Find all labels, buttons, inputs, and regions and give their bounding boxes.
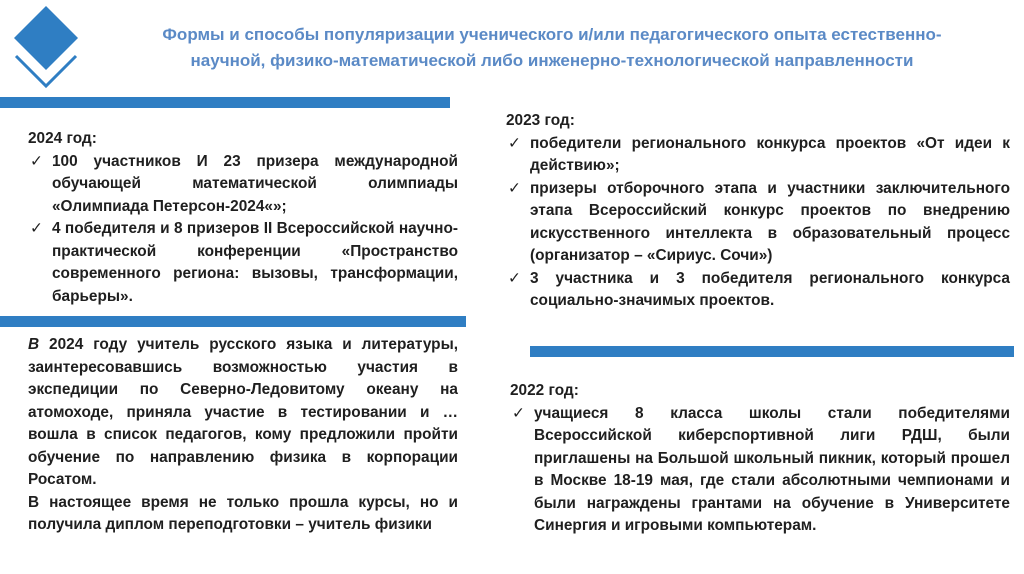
year-heading-2022: 2022 год:: [510, 382, 579, 399]
block-2024: [28, 128, 458, 308]
year-heading-2023: 2023 год:: [506, 112, 575, 129]
checkmark-icon: ✓: [508, 179, 521, 197]
divider-bar-left-mid: [0, 316, 466, 327]
list-item-text: 4 победителя и 8 призеров II Всероссийской научно-практической конференции «Пространство современного региона: вызовы, трансформации, барьеры».: [52, 220, 458, 305]
teacher-paragraph-1: В 2024 году учитель русского языка и литературы, заинтересовавшись возможностью участия в экспедиции по Северно-Ледовитому океану на атомоходе, приняла участие в тестировании и … вошла в список педагогов, кому предложили пройти обучение по направлению физика в корпорации Росатом.: [28, 336, 458, 488]
list-item: [28, 151, 458, 219]
block-2022: [510, 380, 1010, 538]
list-item: [28, 218, 458, 308]
list-item-text: победители регионального конкурса проектов «От идеи к действию»;: [530, 134, 1010, 174]
list-item-text: 100 участников И 23 призера международной обучающей математической олимпиады «Олимпиада Петерсон-2024«»;: [52, 152, 458, 215]
list-item: [506, 133, 1010, 178]
list-item: [506, 178, 1010, 268]
list-item: [506, 268, 1010, 313]
list-2023: [506, 133, 1010, 313]
year-heading-2024: 2024 год:: [28, 130, 97, 147]
block-teacher: [28, 334, 458, 537]
checkmark-icon: ✓: [508, 269, 521, 287]
divider-bar-left-top: [0, 97, 450, 108]
list-item: [510, 403, 1010, 538]
title-line-1: Формы и способы популяризации ученического и/или педагогического опыта естественно-: [162, 25, 942, 44]
teacher-paragraph-2: В настоящее время не только прошла курсы, но и получила диплом переподготовки – учитель физики: [28, 493, 458, 533]
checkmark-icon: ✓: [30, 220, 43, 237]
divider-bar-right-mid: [530, 346, 1014, 357]
list-item-text: 3 участника и 3 победителя регионального конкурса социально-значимых проектов.: [530, 269, 1010, 309]
checkmark-icon: ✓: [512, 404, 525, 422]
list-item-text: призеры отборочного этапа и участники заключительного этапа Всероссийский конкурс проектов по внедрению искусственного интеллекта в образовательный процесс (организатор – «Сириус. Сочи»): [530, 179, 1010, 264]
checkmark-icon: ✓: [30, 152, 43, 170]
diamond-logo-icon: [10, 4, 82, 92]
page-title: [92, 22, 1012, 74]
title-line-2: научной, физико-математической либо инженерно-технологической направленности: [190, 51, 914, 70]
list-2022: [510, 403, 1010, 538]
checkmark-icon: ✓: [508, 134, 521, 152]
list-2024: [28, 151, 458, 309]
block-2023: [506, 110, 1010, 313]
list-item-text: учащиеся 8 класса школы стали победителями Всероссийской киберспортивной лиги РДШ, были приглашены на Большой школьный пикник, который прошел в Москве 18-19 мая, где стали абсолютными чемпионами и были награждены грантами на обучение в Университете Синергия и игровыми компьютерам.: [534, 404, 1010, 534]
